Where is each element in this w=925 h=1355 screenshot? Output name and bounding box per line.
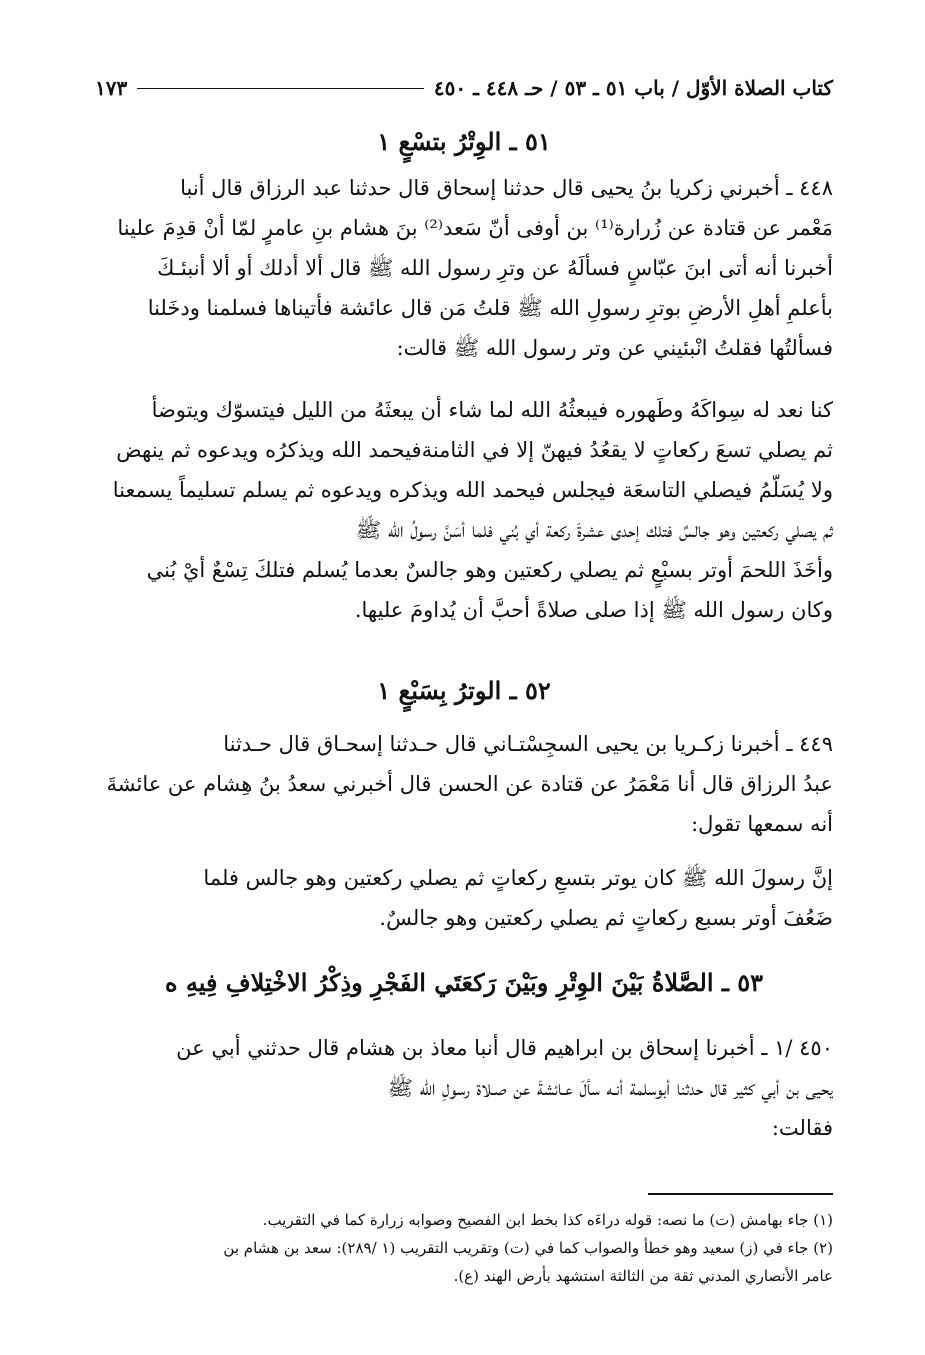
running-head-title: كتاب الصلاة الأوّل / باب ٥١ ـ ٥٣ / حـ ٤٤٨ ـ ٤٥٠ [433, 76, 833, 100]
page-number: ١٧٣ [95, 76, 128, 100]
running-head-rule [137, 88, 424, 89]
text-line: وكان رسول الله ﷺ إذا صلى صلاةً أحبَّ أن يُداومَ عليها. [354, 598, 833, 622]
running-head [95, 74, 833, 102]
text-line: فقالت: [771, 1116, 833, 1140]
hadith-449-isnad [95, 724, 833, 844]
hadith-450-isnad [95, 1028, 833, 1148]
text-line: يحيى بن أبي كثير قال حدثنا أبوسلمة أنـه سألَ عـائشةَ عن صـلاة رسولِ الله ﷺ [387, 1076, 833, 1100]
text-line: أنه سمعها تقول: [691, 812, 833, 836]
footnotes [95, 1206, 833, 1290]
text-line: أخبرنا أنه أتى ابنَ عبّاسٍ فسألَهُ عن وترِ رسول الله ﷺ قال ألا أدلك أو ألا أنبئـكَ [157, 256, 833, 280]
text-line: ٤٥٠ /١ ـ أخبرنا إسحاق بن ابراهيم قال أنبا معاذ بن هشام قال حدثني أبي عن [176, 1036, 833, 1060]
text-line: ثم يصلي تسعَ ركعاتٍ لا يقعُدُ فيهنّ إلا في الثامنةفيحمد الله ويذكرُه ويدعوه ثم ينهض [116, 438, 833, 462]
text-line: مَعْمر عن قتادة عن زُرارة⁽¹⁾ بن أوفى أنّ سَعد⁽²⁾ بنَ هشام بنِ عامرٍ لمّا أنْ قدِمَ علينا [117, 216, 833, 240]
text-line: عبدُ الرزاق قال أنا مَعْمَرُ عن قتادة عن الحسن قال أخبرني سعدُ بنُ هِشام عن عائشةَ [106, 772, 833, 796]
section-heading-52: ٥٢ ـ الوترُ بِسَبْعٍ ١ [377, 676, 551, 705]
footnote-2: (٢) جاء في (ز) سعيد وهو خطأ والصواب كما في (ت) وتقريب التقريب (١ /٢٨٩): سعد بن هشام بن [223, 1239, 833, 1257]
footnote-separator [648, 1193, 833, 1195]
text-line: ٤٤٨ ـ أخبرني زكريا بنُ يحيى قال حدثنا إسحاق قال حدثنا عبد الرزاق قال أنبا [180, 176, 833, 200]
text-line: كنا نعد له سِواكَهُ وطَهوره فيبعثُهُ الله لما شاء أن يبعثَهُ من الليل فيتسوّك ويتوضأ [151, 398, 833, 422]
footnote-2-continuation: عامر الأنصاري المدني ثقة من الثالثة استشهد بأرض الهند (ع). [453, 1267, 833, 1285]
text-line: إنَّ رسولَ الله ﷺ كان يوتر بتسعِ ركعاتٍ ثم يصلي ركعتين وهو جالس فلما [203, 866, 833, 890]
text-line: ٤٤٩ ـ أخبرنا زكـريا بن يحيى السجِسْتـاني قال حـدثنا إسحـاق قال حـدثنا [223, 732, 833, 756]
text-line: ولا يُسَلّمُ فيصلي التاسعَة فيجلس فيحمد الله ويذكره ويدعوه ثم يسلم تسليماً يسمعنا [112, 478, 833, 502]
text-line: بأعلمِ أهلِ الأرضِ بوترِ رسولِ الله ﷺ قلتُ مَن قال عائشة فأتيناها فسلمنا ودخَلنا [147, 296, 833, 320]
text-line: وأخَذَ اللحمَ أوتر بسبْعٍ ثم يصلي ركعتين وهو جالسٌ بعدما يُسلم فتلكَ تِسْعٌ أيْ بُني [146, 558, 833, 582]
section-heading-51: ٥١ ـ الوِتْرُ بتسْعٍ ١ [377, 127, 551, 156]
footnote-1: (١) جاء بهامش (ت) ما نصه: قوله دراءَه كذا بخط ابن الفصيح وصوابه زرارة كما في التقريب. [262, 1211, 833, 1229]
hadith-448-isnad [95, 168, 833, 368]
text-line: ضَعُفَ أوتر بسبع ركعاتٍ ثم يصلي ركعتين وهو جالسٌ. [379, 906, 833, 930]
hadith-449-matn [95, 858, 833, 938]
hadith-448-matn [95, 390, 833, 630]
text-line: ثم يصلي ركعتين وهو جالسٌ فتلك إحدى عشرةَ ركعة أي بُني فلما أسَنَّ رسولُ الله ﷺ [355, 518, 833, 542]
section-heading-53: ٥٣ ـ الصَّلاةُ بَيْنَ الوِتْرِ وبَيْنَ رَكعَتَي الفَجْرِ وذِكْرُ الاخْتِلافِ فِيهِ ه [164, 968, 764, 997]
text-line: فسألتُها فقلتُ انْبئيني عن وتر رسول الله ﷺ قالت: [396, 336, 833, 360]
